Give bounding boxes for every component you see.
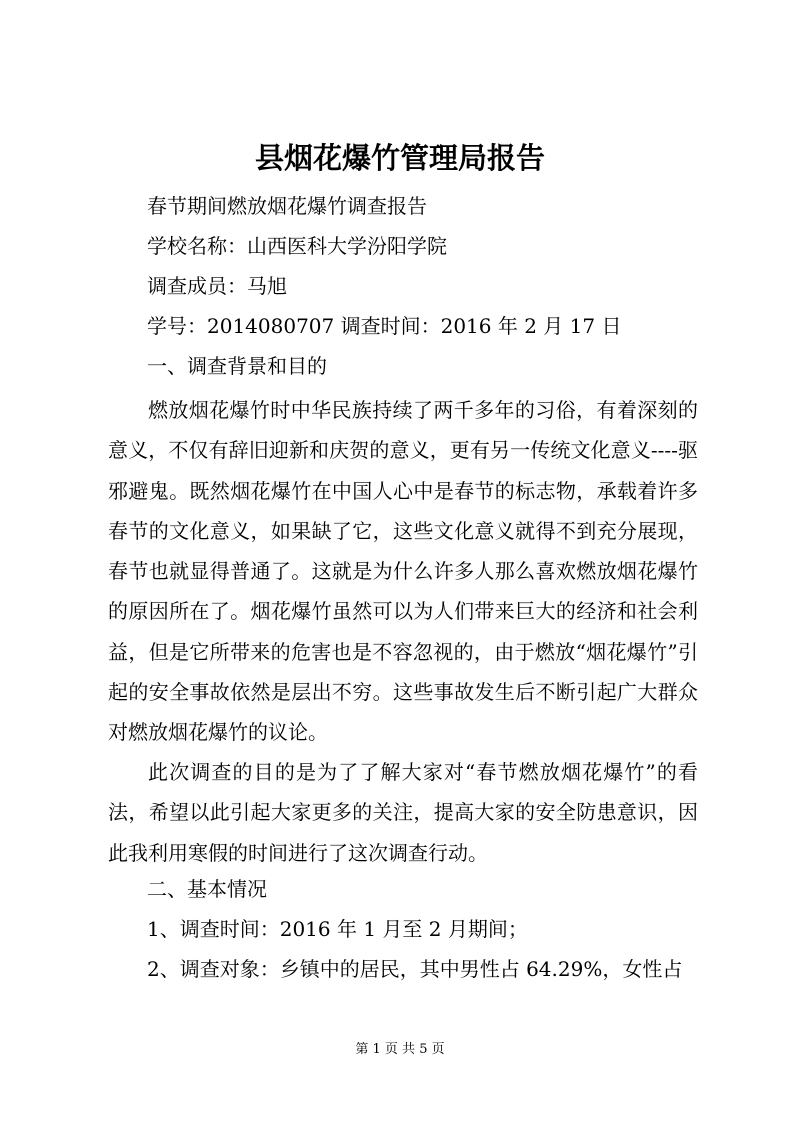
document-title: 县烟花爆竹管理局报告 [254,141,545,175]
survey-members: 调查成员：马旭 [147,274,287,298]
list-item-survey-time: 1、调查时间：2016 年 1 月至 2 月期间； [147,917,528,941]
student-info: 学号：2014080707 调查时间：2016 年 2 月 17 日 [147,314,622,338]
paragraph-purpose: 此次调查的目的是为了了解大家对“春节燃放烟花爆竹”的看法，希望以此引起大家更多的关注，提高大家的安全防患意识，因此我利用寒假的时间进行了这次调查行动。 [108,760,698,865]
section-heading-basic-info: 二、基本情况 [147,877,267,901]
paragraph-background: 燃放烟花爆竹时中华民族持续了两千多年的习俗，有着深刻的意义，不仅有辞旧迎新和庆贺的意义，更有另一传统文化意义----驱邪避鬼。既然烟花爆竹在中国人心中是春节的标志物，承载着许多春节的文化意义，如果缺了它，这些文化意义就得不到充分展现，春节也就显得普通了。这就是为什么许多人那么喜欢燃放烟花爆竹的原因所在了。烟花爆竹虽然可以为人们带来巨大的经济和社会利益，但是它所带来的危害也是不容忽视的，由于燃放“烟花爆竹”引起的安全事故依然是层出不穷。这些事故发生后不断引起广大群众对燃放烟花爆竹的议论。 [108,398,698,745]
section-heading-background: 一、调查背景和目的 [147,354,327,378]
list-item-survey-subjects: 2、调查对象：乡镇中的居民，其中男性占 64.29%，女性占 [147,957,683,981]
school-name: 学校名称：山西医科大学汾阳学院 [147,234,447,258]
report-subtitle: 春节期间燃放烟花爆竹调查报告 [147,194,427,218]
page-number: 第 1 页 共 5 页 [355,1042,445,1057]
